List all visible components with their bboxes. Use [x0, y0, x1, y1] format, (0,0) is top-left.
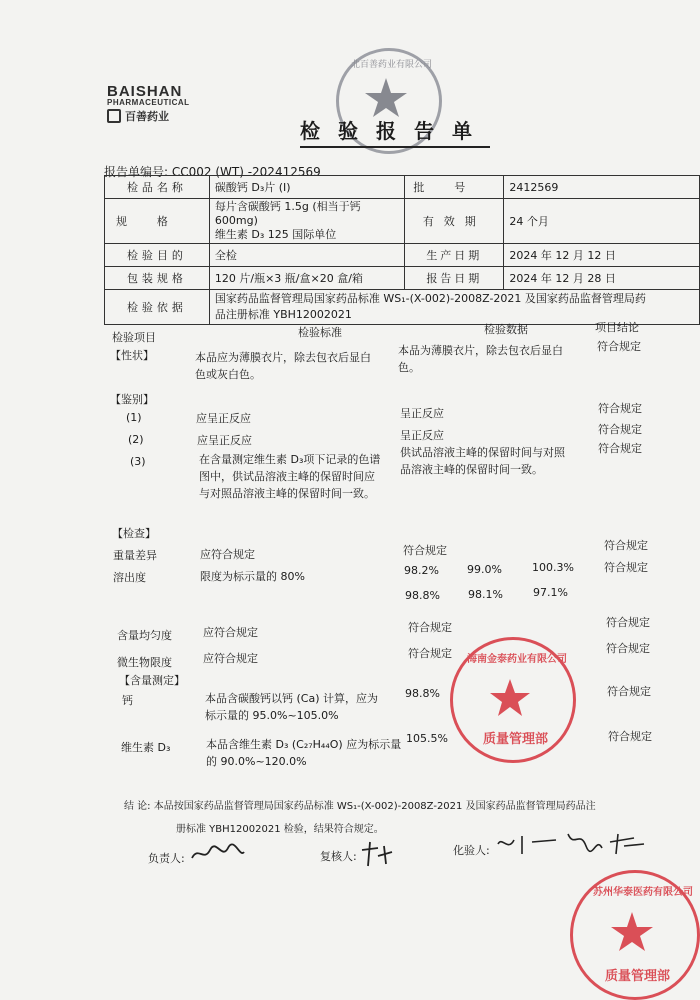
- dissolution-label: 溶出度: [113, 571, 146, 584]
- calcium-data: 98.8%: [405, 687, 440, 700]
- calcium-standard-line1: 本品含碳酸钙以钙 (Ca) 计算，应为: [205, 692, 378, 705]
- seal-hainan-ring-text: 海南金泰药业有限公司: [467, 654, 567, 665]
- uniformity-result: 符合规定: [606, 616, 650, 629]
- traits-result: 符合规定: [597, 340, 641, 353]
- traits-section-title: 【性状】: [110, 349, 154, 362]
- chief-signature-graphic: [188, 842, 248, 866]
- chief-signature: [188, 842, 248, 870]
- reviewer-label: 复核人:: [320, 850, 357, 863]
- traits-standard: [195, 349, 371, 383]
- report-date-value: 2024 年 12 月 28 日: [504, 267, 700, 290]
- header-row-purpose: [105, 244, 700, 267]
- tester-signature-graphic: [494, 826, 654, 860]
- report-number: 报告单编号: CC002 (WT) -202412569: [104, 165, 321, 179]
- seal-suzhou-ring-text: 苏州华泰医药有限公司: [593, 887, 693, 898]
- basis-value-line2: 品注册标准 YBH12002021: [214, 308, 352, 321]
- micro-label: 微生物限度: [117, 656, 172, 669]
- quality-dept-seal-hainan: [450, 637, 576, 763]
- ident-row1-standard: 应呈正反应: [196, 412, 251, 425]
- brand-logo-subtitle: PHARMACEUTICAL: [107, 98, 190, 107]
- dissolution-standard: 限度为标示量的 80%: [200, 570, 305, 583]
- ident-row3-standard-line2: 图中，供试品溶液主峰的保留时间应: [199, 470, 375, 483]
- traits-data-line2: 色。: [398, 361, 420, 374]
- assay-section-title: 【含量测定】: [119, 674, 185, 687]
- conclusion-line1: 结 论: 本品按国家药品监督管理局国家药品标准 WS₁-(X-002)-2008Z-2021 及国家药品监督管理局药品注: [124, 801, 596, 812]
- ident-row1-result: 符合规定: [598, 402, 642, 415]
- product-value: 碳酸钙 D₃片 (I): [209, 176, 404, 199]
- ident-row3-standard-line3: 与对照品溶液主峰的保留时间一致。: [199, 487, 375, 500]
- document-title: 检验报告单: [300, 115, 490, 148]
- dissolution-value-2: 99.0%: [467, 563, 502, 576]
- dissolution-value-6: 97.1%: [533, 586, 568, 599]
- header-row-product: [105, 176, 700, 199]
- dissolution-value-5: 98.1%: [468, 588, 503, 601]
- ident-row2-result: 符合规定: [598, 423, 642, 436]
- header-row-spec: [105, 199, 700, 244]
- chief-label: 负责人:: [148, 852, 185, 865]
- basis-value-line1: 国家药品监督管理局国家药品标准 WS₁-(X-002)-2008Z-2021 及国家药品监督管理局药: [214, 292, 646, 305]
- brand-logo-cn: [107, 108, 169, 124]
- purpose-label: 检验目的: [105, 244, 210, 267]
- uniformity-standard: 应符合规定: [203, 626, 258, 639]
- weight-result: 符合规定: [604, 539, 648, 552]
- traits-data: [398, 342, 563, 376]
- batch-label: 批号: [405, 176, 504, 199]
- col-conclusion-header: 项目结论: [595, 321, 639, 334]
- col-standard-header: 检验标准: [298, 326, 342, 339]
- ident-row2-standard: 应呈正反应: [197, 434, 252, 447]
- traits-data-line1: 本品为薄膜衣片，除去包衣后显白: [398, 344, 563, 357]
- logo-mark-icon: [107, 109, 121, 123]
- ident-row3-data-line1: 供试品溶液主峰的保留时间与对照: [400, 446, 565, 459]
- spec-value-line2: 维生素 D₃ 125 国际单位: [214, 228, 337, 241]
- ident-row3-standard: [199, 451, 380, 502]
- report-date-label: 报告日期: [405, 267, 504, 290]
- ident-row2-data: 呈正反应: [400, 429, 444, 442]
- batch-value: 2412569: [504, 176, 700, 199]
- quality-dept-seal-suzhou: [570, 870, 700, 1000]
- dissolution-result: 符合规定: [604, 561, 648, 574]
- product-label: 检品名称: [105, 176, 210, 199]
- micro-standard: 应符合规定: [203, 652, 258, 665]
- spec-value: [209, 199, 404, 244]
- seal-hainan-center-text: 质量管理部: [483, 732, 549, 747]
- mfg-date-value: 2024 年 12 月 12 日: [504, 244, 700, 267]
- weight-standard: 应符合规定: [200, 548, 255, 561]
- ident-row3-result: 符合规定: [598, 442, 642, 455]
- col-item-header: 检验项目: [112, 331, 156, 344]
- ident-row3-data: [400, 444, 565, 478]
- reviewer-signature-graphic: [358, 838, 398, 868]
- brand-logo-cn-text: 百善药业: [125, 110, 169, 123]
- reviewer-signature: [358, 838, 398, 872]
- ident-row3-no: (3): [130, 455, 146, 468]
- header-row-pack: [105, 267, 700, 290]
- vitd3-data: 105.5%: [406, 732, 448, 745]
- col-data-header: 检验数据: [484, 323, 528, 336]
- vitd3-standard-line1: 本品含维生素 D₃ (C₂₇H₄₄O) 应为标示量: [206, 738, 402, 751]
- calcium-result: 符合规定: [607, 685, 651, 698]
- purpose-value: 全检: [209, 244, 404, 267]
- traits-standard-line1: 本品应为薄膜衣片，除去包衣后显白: [195, 351, 371, 364]
- identification-section-title: 【鉴别】: [110, 393, 154, 406]
- tester-label: 化验人:: [453, 844, 490, 857]
- calcium-standard-line2: 标示量的 95.0%~105.0%: [205, 709, 339, 722]
- basis-label: 检验依据: [105, 290, 210, 325]
- dissolution-value-4: 98.8%: [405, 589, 440, 602]
- traits-standard-line2: 色或灰白色。: [195, 368, 261, 381]
- weight-data: 符合规定: [403, 544, 447, 557]
- pack-label: 包装规格: [105, 267, 210, 290]
- vitd3-result: 符合规定: [608, 730, 652, 743]
- micro-data: 符合规定: [408, 647, 452, 660]
- header-table: [104, 175, 700, 325]
- tester-signature: [494, 826, 654, 864]
- vitd3-standard: [206, 736, 401, 770]
- dissolution-value-3: 100.3%: [532, 561, 574, 574]
- ident-row1-data: 呈正反应: [400, 407, 444, 420]
- uniformity-data: 符合规定: [408, 621, 452, 634]
- seal-top-text: 北百善药业有限公司: [351, 60, 433, 70]
- ident-row1-no: (1): [126, 411, 142, 424]
- inspection-section-title: 【检查】: [112, 527, 156, 540]
- micro-result: 符合规定: [606, 642, 650, 655]
- calcium-standard: [205, 690, 378, 724]
- ident-row3-data-line2: 品溶液主峰的保留时间一致。: [400, 463, 543, 476]
- pack-value: 120 片/瓶×3 瓶/盒×20 盒/箱: [209, 267, 404, 290]
- ident-row3-standard-line1: 在含量测定维生素 D₃项下记录的色谱: [199, 453, 381, 466]
- uniformity-label: 含量均匀度: [117, 629, 172, 642]
- spec-value-line1: 每片含碳酸钙 1.5g (相当于钙 600mg): [214, 200, 361, 227]
- spec-label: 规格: [105, 199, 210, 244]
- conclusion-line2: 册标准 YBH12002021 检验，结果符合规定。: [176, 824, 384, 835]
- validity-value: 24 个月: [504, 199, 700, 244]
- vitd3-label: 维生素 D₃: [121, 741, 171, 754]
- vitd3-standard-line2: 的 90.0%~120.0%: [206, 755, 307, 768]
- weight-label: 重量差异: [113, 549, 157, 562]
- mfg-date-label: 生产日期: [405, 244, 504, 267]
- validity-label: 有效期: [405, 199, 504, 244]
- ident-row2-no: (2): [128, 433, 144, 446]
- dissolution-value-1: 98.2%: [404, 564, 439, 577]
- seal-suzhou-center-text: 质量管理部: [605, 969, 671, 984]
- calcium-label: 钙: [122, 694, 133, 707]
- brand-logo-text: BAISHAN: [107, 83, 183, 100]
